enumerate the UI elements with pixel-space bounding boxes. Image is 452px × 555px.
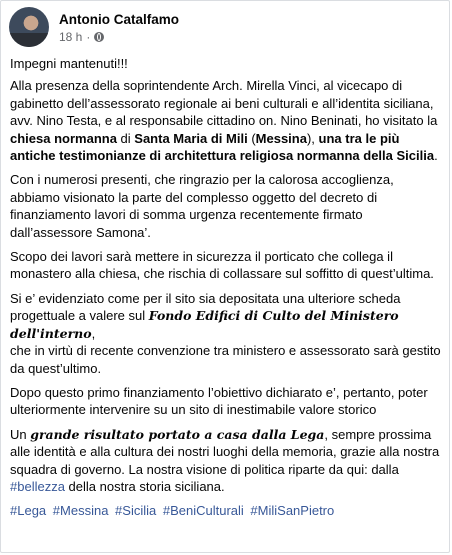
post-meta (59, 30, 179, 44)
text-span: Si e’ evidenziato come per il sito sia depositata una ulteriore scheda progettuale a valere sul (10, 290, 401, 324)
post-paragraph-3: Con i numerosi presenti, che ringrazio per la calorosa accoglienza, abbiamo visionato la parte del complesso oggetto del decreto di finanziamento lavori di somma urgenza recentemente firmato dall’assessore Samona’. (10, 172, 394, 240)
text-span: che in virtù di recente convenzione tra ministero e assessorato sarà gestito da quest’ultimo. (10, 343, 441, 376)
post-paragraph-1: Impegni mantenuti!!! (10, 56, 128, 71)
meta-separator: · (86, 30, 91, 44)
author-avatar[interactable] (9, 7, 49, 47)
hashtag-link[interactable]: #MiliSanPietro (250, 503, 335, 519)
post-body (10, 55, 442, 527)
text-span: , (91, 325, 96, 341)
post-paragraph-2 (10, 77, 442, 164)
bold-italic-span: grande risultato portato a casa dalla Lega (30, 426, 325, 442)
hashtag-link[interactable]: #bellezza (10, 478, 65, 494)
globe-icon[interactable] (94, 32, 104, 42)
author-info (59, 12, 179, 44)
hashtag-link[interactable]: #Messina (52, 503, 109, 519)
hashtag-link[interactable]: #Sicilia (115, 503, 157, 519)
bold-italic-span: Fondo Edifici di Culto del Ministero dell'interno (10, 308, 399, 341)
text-span: Alla presenza della soprintendente Arch. Mirella Vinci, al vicecapo di gabinetto dell’assessorato regionale ai beni culturali e all’identita siciliana, avv. Nino Testa, e al responsabile cittadino on. Nino Beninati, ho visitato la (10, 78, 438, 129)
post-time[interactable]: 18 h (59, 30, 83, 44)
text-span: della nostra storia siciliana. (64, 478, 225, 494)
text-span: ( (247, 130, 256, 146)
text-span: Un (10, 426, 31, 442)
bold-span: chiesa normanna (10, 130, 117, 146)
post-paragraph-4: Scopo dei lavori sarà mettere in sicurezza il porticato che collega il monastero alla chiesa, che rischia di collassare sul soffitto di quest’ultima. (10, 249, 434, 282)
post-paragraph-7 (10, 426, 442, 496)
text-span: ), (306, 130, 319, 146)
text-span: . (434, 148, 438, 164)
bold-span: Messina (255, 130, 307, 146)
post-header (9, 7, 179, 47)
hashtag-list (10, 502, 442, 519)
bold-span: una tra le più antiche testimonianze di architettura religiosa normanna della Sicilia (10, 130, 435, 164)
author-name[interactable]: Antonio Catalfamo (59, 12, 179, 27)
bold-span: Santa Maria di Mili (134, 130, 248, 146)
hashtag-link[interactable]: #Lega (10, 503, 47, 519)
post-paragraph-6: Dopo questo primo finanziamento l’obiettivo dichiarato e’, pertanto, poter ulteriormente intervenire su un sito di inestimabile valore storico (10, 384, 428, 418)
text-span: , sempre prossima alle identità e alla cultura dei nostri luoghi della memoria, grazie alla nostra squadra di governo. La nostra visione di politica riparte da qui: dalla (10, 426, 440, 477)
text-span: di (116, 130, 135, 146)
post-paragraph-5 (10, 290, 442, 377)
hashtag-link[interactable]: #BeniCulturali (162, 503, 244, 519)
